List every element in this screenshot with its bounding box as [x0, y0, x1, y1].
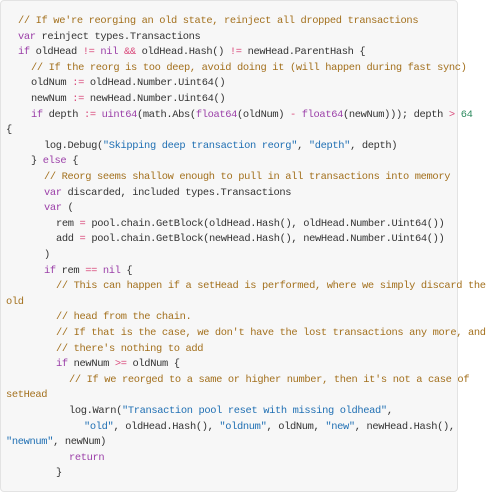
code-line [69, 451, 104, 465]
code-token: oldHead [29, 46, 83, 59]
code-token: { [120, 264, 133, 277]
code-line [56, 466, 62, 480]
code-token: rem [56, 217, 80, 230]
code-line [18, 14, 418, 28]
code-line [18, 30, 200, 44]
code-token: != [82, 46, 95, 59]
code-token: >= [114, 358, 127, 371]
code-token: // there's nothing to add [56, 342, 204, 355]
code-token: "depth" [308, 139, 351, 152]
code-line [6, 435, 106, 449]
code-token: "Skipping deep transaction reorg" [102, 139, 298, 152]
code-token: , oldHead.Hash(), [113, 420, 220, 433]
code-token: (newNum))); depth [342, 108, 449, 121]
code-token: } [56, 467, 62, 480]
code-token: // If that is the case, we don't have the lost transactions any more, and [56, 327, 486, 339]
code-token: float64 [195, 108, 238, 121]
code-token: (oldNum) [237, 108, 290, 121]
code-token: discarded, included types.Transactions [61, 186, 292, 199]
code-line [18, 45, 365, 59]
code-token: setHead [6, 389, 48, 402]
code-token: ( [61, 202, 74, 215]
code-line [31, 61, 467, 75]
code-line [56, 279, 486, 293]
code-token: { [6, 124, 12, 137]
code-token: "new" [325, 420, 355, 433]
code-token: // head from the chain. [56, 311, 192, 324]
code-token: newHead.Number.Uint64() [83, 93, 226, 105]
code-line [56, 310, 191, 324]
code-token: else [42, 155, 67, 168]
code-token: newNum [67, 358, 115, 371]
code-line [6, 123, 12, 137]
code-token: // Reorg seems shallow enough to pull in all transactions into memory [44, 171, 451, 183]
code-line [6, 388, 47, 402]
code-token: = [79, 233, 86, 246]
code-token: // If the reorg is too deep, avoid doing it (will happen during fast sync) [31, 61, 467, 74]
code-token: nil [102, 264, 121, 277]
code-token: == [85, 264, 97, 277]
code-token: oldNum [31, 77, 73, 90]
code-token: } [31, 155, 43, 168]
code-token: var [44, 202, 62, 215]
code-token: && [123, 46, 136, 59]
code-token: log.Warn( [69, 405, 122, 417]
code-token: ) [44, 249, 50, 261]
code-token: "oldnum" [219, 420, 267, 433]
code-token: "Transaction pool reset with missing oldhead" [121, 405, 387, 417]
code-token: (math.Abs( [136, 108, 196, 121]
code-token: uint64 [101, 108, 137, 121]
code-line [44, 139, 397, 153]
code-line [6, 295, 24, 309]
code-token: , newHead.Hash(), [354, 420, 455, 433]
code-line [69, 373, 469, 387]
code-token: := [72, 77, 84, 90]
code-token: > [448, 108, 455, 121]
code-token: if [44, 264, 56, 277]
code-token: return [69, 451, 105, 464]
code-line [69, 404, 393, 418]
code-token: oldHead.Number.Uint64() [83, 77, 226, 90]
code-token: var [44, 186, 62, 199]
code-token: // This can happen if a setHead is performed, where we simply discard the [56, 280, 486, 293]
code-line [31, 92, 225, 106]
code-line [31, 108, 472, 122]
code-token: // If we're reorging an old state, reinject all dropped transactions [18, 15, 419, 27]
code-token: rem [55, 264, 86, 277]
code-token: add [56, 233, 80, 246]
code-line [56, 357, 180, 371]
code-line [56, 342, 203, 356]
code-token: , newNum) [53, 436, 107, 449]
code-token: nil [100, 46, 119, 59]
code-line [44, 264, 132, 278]
code-token: log.Debug( [44, 139, 103, 152]
code-token: , [297, 139, 309, 152]
code-token: float64 [301, 108, 343, 121]
code-line [44, 248, 50, 262]
code-token: != [229, 46, 242, 59]
code-token: newNum [31, 93, 73, 105]
code-token: var [18, 30, 36, 43]
code-token: old [6, 295, 24, 308]
code-token: { [66, 155, 79, 168]
code-line [56, 217, 444, 231]
code-token: // If we reorged to a same or higher number, then it's not a case of [69, 373, 470, 386]
code-token: "old" [84, 420, 114, 433]
code-token: depth [42, 108, 84, 121]
code-token: pool.chain.GetBlock(oldHead.Hash(), oldHead.Number.Uint64()) [85, 217, 445, 230]
code-token: pool.chain.GetBlock(newHead.Hash(), newHead.Number.Uint64()) [85, 233, 445, 246]
code-token: if [31, 108, 43, 121]
code-token: , [386, 405, 393, 417]
code-token: reinject types.Transactions [35, 30, 201, 43]
code-line [44, 186, 291, 200]
code-line [31, 76, 225, 90]
code-token: = [79, 217, 86, 230]
code-token: newHead.ParentHash { [241, 46, 366, 59]
code-line [56, 232, 444, 246]
code-line [31, 154, 78, 168]
code-token: if [56, 358, 68, 371]
code-token: oldHead.Hash() [135, 46, 230, 59]
code-token: if [18, 46, 30, 59]
code-line [44, 170, 450, 184]
code-token: 64 [460, 108, 473, 121]
code-token: - [290, 108, 296, 121]
code-token: oldNum { [126, 358, 180, 371]
code-token: := [83, 108, 96, 121]
code-line [44, 201, 73, 215]
code-line [84, 420, 455, 434]
code-token: , oldNum, [266, 420, 326, 433]
code-token: , depth) [350, 139, 398, 152]
code-token: := [72, 93, 84, 105]
code-line [56, 326, 486, 340]
code-token: "newnum" [6, 436, 54, 449]
